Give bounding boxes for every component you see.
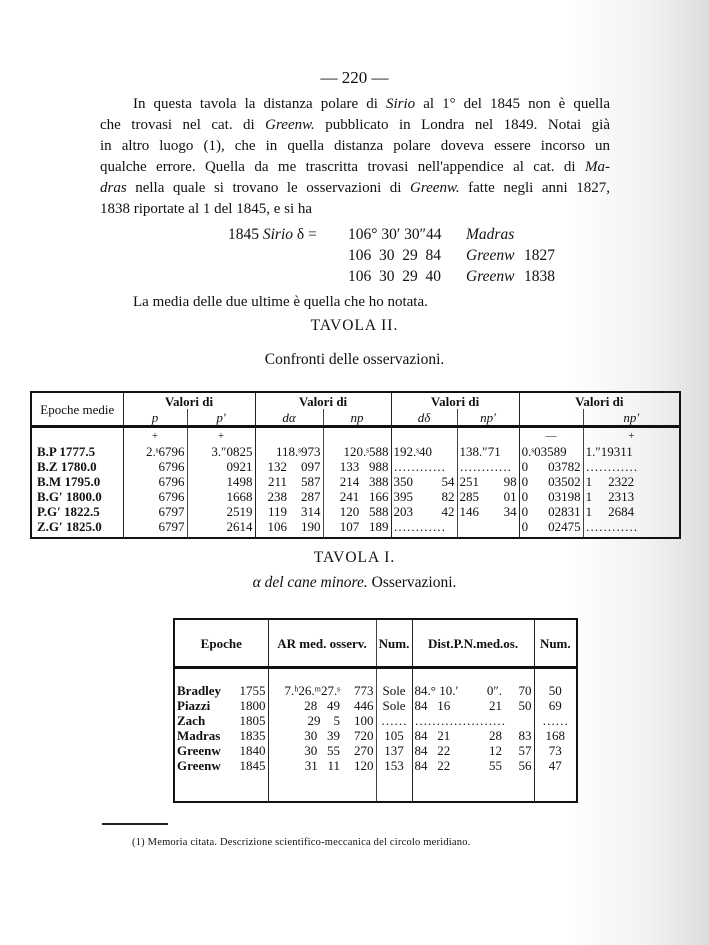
sign-mark: +: [123, 427, 187, 445]
tavola1-subtitle: [0, 573, 709, 593]
cell-p1: 3.″0825: [187, 444, 255, 459]
cell-np1a: …………: [457, 459, 519, 474]
cell-p1: 1498: [187, 474, 255, 489]
cell-p1: 1668: [187, 489, 255, 504]
header-group: Valori di: [391, 392, 519, 409]
cell-name: Zach: [177, 713, 206, 728]
cell-s: 100: [342, 713, 376, 728]
cell-da2: 587: [289, 474, 323, 489]
tavola1-title: TAVOLA I.: [313, 549, 396, 566]
cell-c7b: 02475: [535, 519, 583, 538]
subtitle-rest: Osservazioni.: [367, 574, 457, 591]
cell-c8b: 2313: [608, 489, 635, 504]
header-col: np′: [583, 409, 680, 427]
paragraph-line: [100, 115, 610, 136]
cell-d3: 50: [504, 698, 534, 713]
text-run-italic: Greenw.: [265, 117, 315, 133]
cell-c7b: 02831: [535, 504, 583, 519]
sirius-equation: [228, 224, 555, 287]
table-row: [31, 504, 680, 519]
equation-year: 1827: [524, 247, 555, 264]
cell-da2: 097: [289, 459, 323, 474]
footnote: (1) Memoria citata. Descrizione scientifico-meccanica del circolo meridiano.: [132, 837, 471, 848]
sign-row: [31, 427, 680, 445]
cell-da1: 119: [267, 504, 287, 519]
text-run: che trovasi nel cat. di: [100, 117, 266, 133]
cell-h: 28 49: [304, 698, 341, 713]
cell-c8a: 1.″19311: [585, 444, 633, 459]
cell-c8a: 1: [585, 474, 593, 489]
cell-dd2: 82: [427, 489, 457, 504]
cell-da2: 314: [289, 504, 323, 519]
sign-mark: +: [187, 427, 255, 445]
cell-num2: 47: [548, 758, 562, 773]
cell-num1: Sole: [376, 698, 412, 713]
cell-dd2: 42: [427, 504, 457, 519]
table-padding-row: [174, 773, 577, 802]
cell-name: Greenw: [177, 758, 221, 773]
cell-d1: 84.° 10.′: [414, 683, 459, 698]
text-run-italic: dras: [100, 180, 127, 196]
header-col: np′: [457, 409, 519, 427]
cell-np1a: 285: [459, 489, 480, 504]
table-row: [31, 519, 680, 538]
cell-da1: 118.ˢ973: [255, 444, 323, 459]
paragraph-line: [100, 157, 610, 178]
footnote-rule: [102, 823, 168, 825]
cell-np1a: 251: [459, 474, 480, 489]
cell-c8a: …………: [585, 459, 638, 474]
cell-d1: 84 16: [414, 698, 451, 713]
equation-row: [228, 224, 555, 245]
table-row: [174, 698, 577, 713]
cell-d3: 56: [504, 758, 534, 773]
paragraph-line: [100, 178, 610, 199]
cell-c8: [583, 504, 680, 519]
cell-name: Greenw: [177, 743, 221, 758]
cell-h: 29 5: [307, 713, 341, 728]
cell-np1b: 98: [493, 474, 519, 489]
header-epoch: Epoche medie: [31, 392, 123, 427]
cell-c8a: 1: [585, 504, 593, 519]
cell-h: 30 55: [304, 743, 341, 758]
cell-p: 6796: [123, 489, 187, 504]
cell-c8a: 1: [585, 489, 593, 504]
intro-paragraph: [100, 94, 610, 220]
paragraph-line: in altro luogo (1), che in quella distanza polare doveva essere incorso un: [100, 138, 610, 154]
header-epoche: Epoche: [174, 619, 268, 668]
cell-year: 1840: [230, 743, 268, 758]
cell-epoch: B.G′ 1800.0: [31, 489, 123, 504]
header-num: Num.: [376, 619, 412, 668]
cell-c7b: 03502: [535, 474, 583, 489]
cell-c7a: 0.ˢ03589: [519, 444, 583, 459]
cell-d2: 0″.: [486, 683, 503, 698]
cell-name: Piazzi: [177, 698, 211, 713]
table-row: [174, 743, 577, 758]
cell-da1: 106: [267, 519, 287, 534]
cell-da1: 238: [267, 489, 287, 504]
cell-h: 30 39: [304, 728, 341, 743]
cell-epoch: B.Z 1780.0: [31, 459, 123, 474]
page-number: — 220 —: [320, 68, 389, 87]
cell-np: 241 166: [323, 489, 391, 504]
cell-p: 6796: [123, 474, 187, 489]
cell-np: 120 588: [323, 504, 391, 519]
cell-p: 2.ˢ6796: [123, 444, 187, 459]
cell-epoch: B.M 1795.0: [31, 474, 123, 489]
cell-p1: 2519: [187, 504, 255, 519]
cell-da2: 190: [289, 519, 323, 538]
cell-c7a: 0: [521, 504, 529, 519]
cell-num1: 153: [376, 758, 412, 773]
cell-c8: [583, 519, 680, 538]
text-run: qualche errore. Quella da me trascritta trovasi nell'appendice al cat. di: [100, 159, 585, 175]
text-run: nella quale si trovano le osservazioni di: [126, 180, 411, 196]
cell-c8: [583, 459, 680, 474]
equation-source: Greenw: [466, 247, 515, 264]
cell-c7b: 03782: [535, 459, 583, 474]
text-run-italic: Greenw.: [410, 180, 460, 196]
equation-lhs: [228, 224, 348, 245]
cell-epoch: Z.G′ 1825.0: [31, 519, 123, 538]
paragraph-line: [100, 94, 610, 115]
cell-c8b: 2684: [608, 504, 635, 519]
header-ar: AR med. osserv.: [268, 619, 376, 668]
cell-np: 120.ˢ588: [323, 444, 391, 459]
equation-row: [228, 245, 555, 266]
cell-np1a: 146: [459, 504, 480, 519]
cell-dd1: 395: [393, 489, 414, 504]
cell-d2: 28: [489, 728, 503, 743]
header-group: Valori di: [255, 392, 391, 409]
cell-np1a: [457, 519, 519, 538]
cell-c7a: 0: [521, 489, 529, 504]
cell-d3: 57: [504, 743, 534, 758]
table-row: [31, 459, 680, 474]
cell-h: 7.ʰ26.ᵐ27.ˢ: [284, 683, 341, 698]
equation-symbol: δ =: [296, 226, 317, 243]
cell-num2: 50: [548, 683, 562, 698]
text-run: al 1° del 1845 non è quella: [415, 96, 610, 112]
table-row: [174, 683, 577, 698]
tavola2-table: [30, 391, 681, 539]
cell-np: 133 988: [323, 459, 391, 474]
header-group: Valori di: [123, 392, 255, 409]
cell-p1: 2614: [187, 519, 255, 538]
table-row: [31, 474, 680, 489]
cell-da1: 211: [267, 474, 287, 489]
cell-dd1: 192.ˢ40: [391, 444, 457, 459]
cell-p: 6797: [123, 519, 187, 538]
cell-c7a: 0: [521, 474, 529, 489]
cell-c8a: …………: [585, 519, 638, 534]
cell-d2: 55: [489, 758, 503, 773]
header-col: [519, 409, 583, 427]
cell-year: 1755: [230, 683, 268, 698]
cell-dd1: 350: [393, 474, 414, 489]
cell-epoch: B.P 1777.5: [31, 444, 123, 459]
header-col: p′: [187, 409, 255, 427]
cell-np1b: 01: [493, 489, 519, 504]
equation-value: 106 30 29 84: [348, 247, 441, 264]
cell-num1: 105: [376, 728, 412, 743]
cell-d1: 84 21: [414, 728, 451, 743]
equation-year: 1838: [524, 268, 555, 285]
cell-p: 6797: [123, 504, 187, 519]
cell-year: 1800: [230, 698, 268, 713]
cell-s: 773: [342, 683, 376, 698]
cell-s: 446: [342, 698, 376, 713]
cell-da1: 132: [267, 459, 287, 474]
tavola2-subtitle: Confronti delle osservazioni.: [264, 351, 445, 368]
cell-c7b: 03198: [535, 489, 583, 504]
cell-name: Bradley: [177, 683, 222, 698]
equation-year: 1845: [228, 226, 259, 243]
cell-s: 270: [342, 743, 376, 758]
cell-c8: [583, 489, 680, 504]
table-row: [174, 758, 577, 773]
cell-s: 720: [342, 728, 376, 743]
cell-h: 31 11: [304, 758, 341, 773]
header-num: Num.: [534, 619, 577, 668]
cell-num2: 69: [548, 698, 562, 713]
conclusion-paragraph: La media delle due ultime è quella che ho notata.: [133, 294, 428, 310]
cell-d1: …………………: [412, 713, 534, 728]
cell-dd1: 203: [393, 504, 414, 519]
cell-num1: 137: [376, 743, 412, 758]
table-row: [31, 444, 680, 459]
cell-num1: ……: [376, 713, 412, 728]
cell-s: 120: [342, 758, 376, 773]
cell-name: Madras: [177, 728, 221, 743]
sign-mark: —: [519, 427, 583, 445]
cell-year: 1835: [230, 728, 268, 743]
cell-c8b: 2322: [608, 474, 635, 489]
cell-c8: [583, 444, 680, 459]
cell-d2: 21: [489, 698, 503, 713]
header-col: np: [323, 409, 391, 427]
cell-np1b: 34: [493, 504, 519, 519]
cell-num2: ……: [542, 713, 569, 728]
cell-year: 1805: [230, 713, 268, 728]
table-row: [31, 489, 680, 504]
subtitle-italic: α del cane minore.: [252, 574, 368, 591]
cell-num1: Sole: [376, 683, 412, 698]
text-run: fatte negli anni 1827,: [459, 180, 610, 196]
cell-d1: 84 22: [414, 758, 451, 773]
cell-year: 1845: [230, 758, 268, 773]
equation-star: Sirio: [262, 226, 294, 243]
text-run-italic: Sirio: [385, 96, 416, 112]
cell-dd1: …………: [391, 519, 457, 538]
equation-row: [228, 266, 555, 287]
table-row: [174, 713, 577, 728]
header-col: p: [123, 409, 187, 427]
header-col: dα: [255, 409, 323, 427]
cell-d3: 70: [504, 683, 534, 698]
header-dist: Dist.P.N.med.os.: [412, 619, 534, 668]
cell-num2: 168: [545, 728, 566, 743]
cell-c7a: 0: [521, 519, 529, 534]
cell-num2: 73: [548, 743, 562, 758]
equation-value: 106° 30′ 30″44: [348, 226, 442, 243]
header-group: Valori di: [575, 393, 624, 409]
cell-np1a: 138.″71: [457, 444, 519, 459]
header-col: dδ: [391, 409, 457, 427]
cell-d2: 12: [489, 743, 503, 758]
cell-d3: 83: [504, 728, 534, 743]
cell-c8: [583, 474, 680, 489]
equation-value: 106 30 29 40: [348, 268, 441, 285]
cell-da2: 287: [289, 489, 323, 504]
cell-p1: 0921: [187, 459, 255, 474]
equation-source: Greenw: [466, 268, 515, 285]
cell-epoch: P.G′ 1822.5: [31, 504, 123, 519]
equation-source: Madras: [466, 226, 515, 243]
tavola2-title: TAVOLA II.: [310, 317, 399, 334]
paragraph-line: 1838 riportate al 1 del 1845, e si ha: [100, 201, 313, 217]
cell-np: 107 189: [323, 519, 391, 538]
text-run: pubblicato in Londra nel 1849. Notai già: [314, 117, 610, 133]
tavola1-table: [173, 618, 578, 803]
cell-np: 214 388: [323, 474, 391, 489]
table-row: [174, 728, 577, 743]
sign-mark: +: [628, 429, 635, 442]
text-run: In questa tavola la distanza polare di: [133, 96, 386, 112]
cell-c7a: 0: [521, 459, 529, 474]
cell-dd2: 54: [427, 474, 457, 489]
text-run-italic: Ma-: [585, 159, 610, 175]
cell-d1: 84 22: [414, 743, 451, 758]
cell-p: 6796: [123, 459, 187, 474]
cell-dd1: …………: [391, 459, 457, 474]
